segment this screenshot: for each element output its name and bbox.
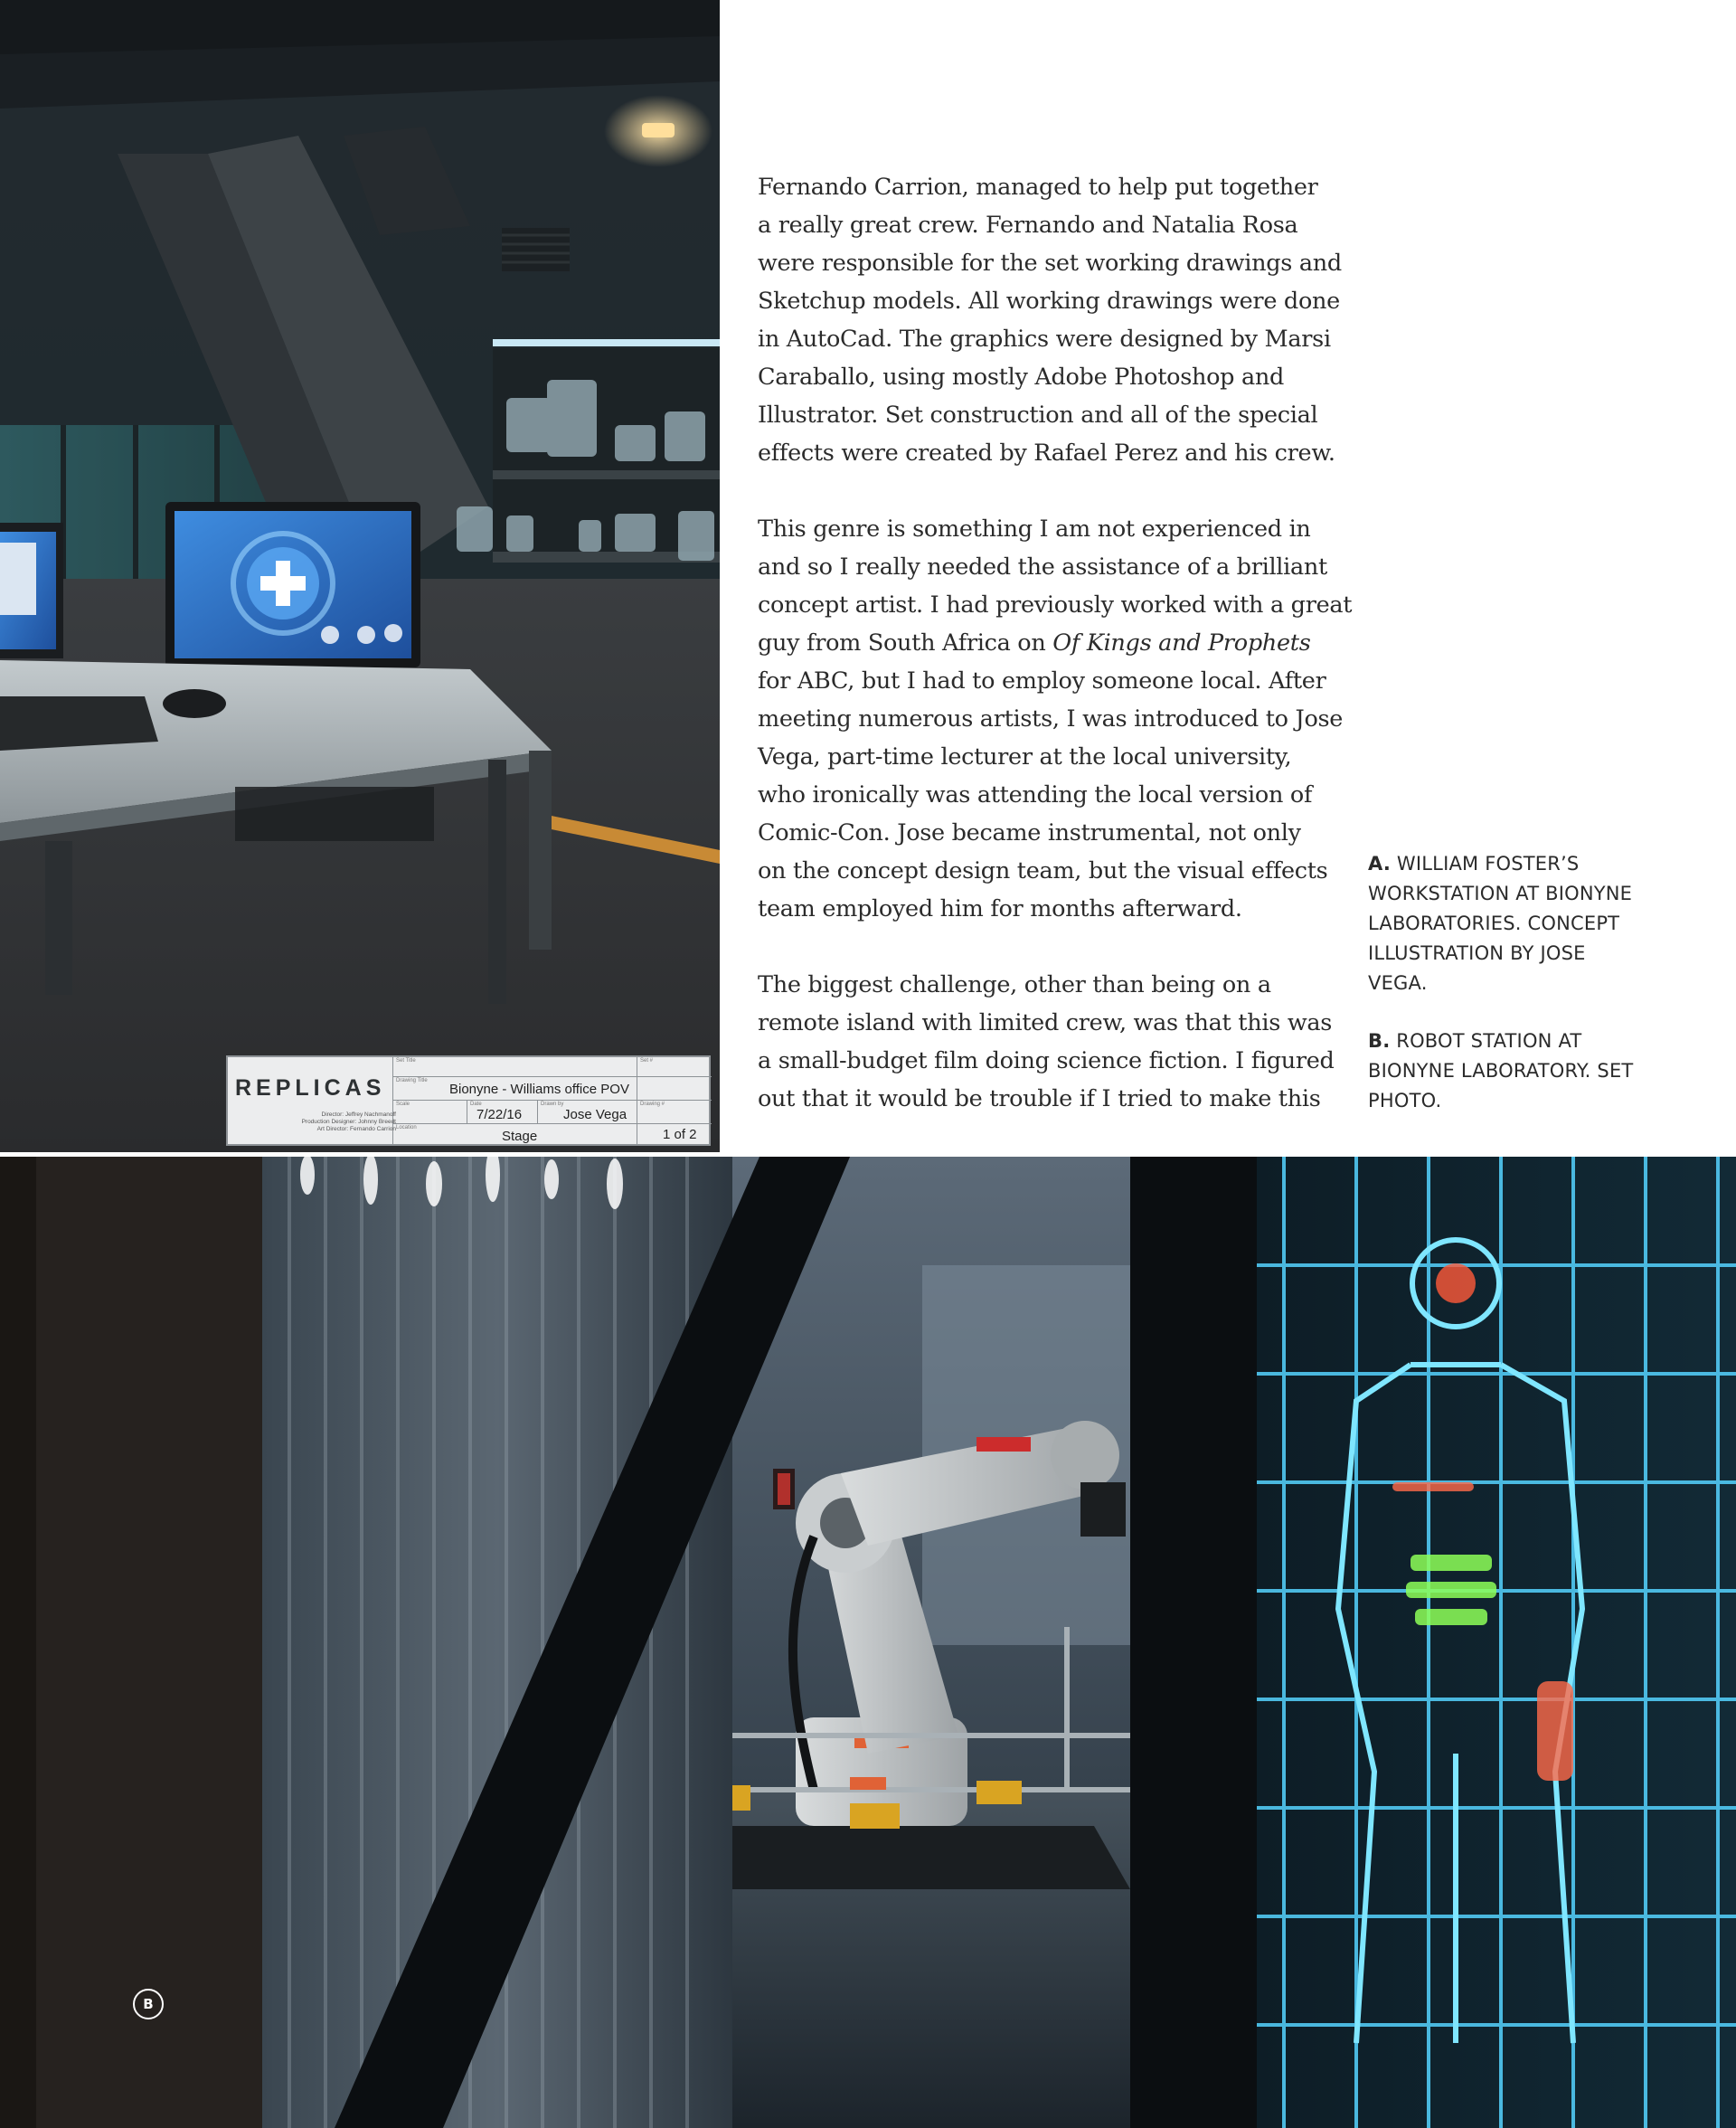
sheet-cell [637,1124,712,1146]
location: Stage [502,1129,538,1144]
sheet-number: 1 of 2 [663,1127,697,1142]
drawing-no-cell: Drawing # [637,1101,712,1124]
article-body [758,168,1353,1156]
scale-cell: Scale [393,1101,467,1124]
date-cell: Date 7/22/16 [467,1101,538,1124]
caption-b: B. ROBOT STATION AT BIONYNE LABORATORY. SET PHOTO. [1368,1030,1634,1111]
drawn-by-cell: Drawn by Jose Vega [538,1101,637,1124]
blank-cell [637,1077,712,1101]
drawing-title-cell: Drawing Title Bionyne - Williams office POV [393,1077,637,1101]
set-no-cell: Set # [637,1057,712,1077]
drawing-title-block [226,1055,711,1146]
caption-b-letter: B. [1368,1030,1391,1052]
caption-a: A. WILLIAM FOSTER’S WORKSTATION AT BIONYNE LABORATORIES. CONCEPT ILLUSTRATION BY JOSE VEGA. [1368,853,1633,994]
titleblock-logo: REPLICAS [235,1075,386,1101]
paragraph-3: The biggest challenge, other than being on a remote island with limited crew, was that this was a small-budget film doing science fiction. I figured out that it would be trouble if I tried to make this [758,971,1335,1112]
titleblock-credits: Director: Jeffrey Nachmanoff Production Designer: Johnny Breedt Art Director: Fernando Carrion [301,1111,396,1132]
paragraph-1: Fernando Carrion, managed to help put together a really great crew. Fernando and Natalia Rosa were responsible for the set working drawings and Sketchup models. All working drawings were done in AutoCad. The graphics were designed by Marsi Caraballo, using mostly Adobe Photoshop and Illustrator. Set construction and all of the special effects were created by Rafael Perez and his crew. [758,174,1342,467]
caption-a-letter: A. [1368,853,1392,875]
location-cell: Location Stage [393,1124,637,1146]
tv-series-title: Of Kings and Prophets [1052,629,1311,657]
image-captions [1368,849,1657,1144]
paragraph-2: This genre is something I am not experienced in and so I really needed the assistance of a brilliant concept artist. I had previously worked with a great guy from South Africa on Of Kings and Prophets for ABC, but I had to employ someone local. After meeting numerous artists, I was introduced to Jose Vega, part-time lecturer at the local university, who ironically was attending the local version of Comic-Con. Jose became instrumental, not only on the concept design team, but the visual effects team employed him for months afterward. [758,515,1353,922]
drawing-date: 7/22/16 [476,1107,523,1122]
concept-illustration-image [0,0,720,1152]
set-photo-image [0,1157,1736,2128]
drawing-title: Bionyne - Williams office POV [449,1082,629,1097]
image-b-marker: B [133,1989,164,2019]
drawn-by: Jose Vega [563,1107,627,1122]
titleblock-grid [392,1057,709,1144]
set-title-cell: Set Title [393,1057,637,1077]
